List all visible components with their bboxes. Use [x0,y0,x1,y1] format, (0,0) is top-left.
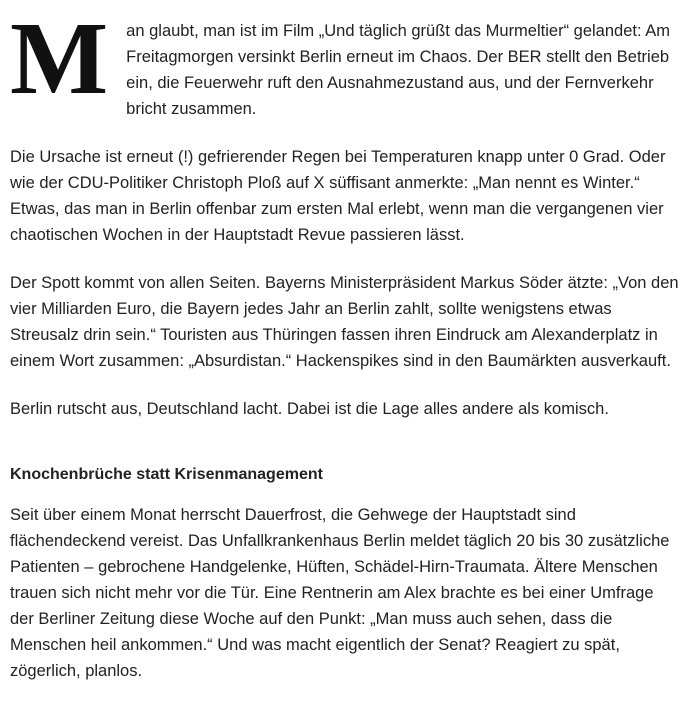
lead-paragraph-text: an glaubt, man ist im Film „Und täglich grüßt das Murmeltier“ gelandet: Am Freitagmorgen versinkt Berlin erneut im Chaos. Der BER stellt den Betrieb ein, die Feuerwehr ruft den Ausnahmezustand aus, und der Fernverkehr bricht zusammen. [126,22,670,118]
lead-paragraph [10,1,680,122]
article-body [10,1,680,684]
drop-cap-letter: M [10,1,107,116]
paragraph-injuries: Seit über einem Monat herrscht Dauerfrost, die Gehwege der Hauptstadt sind flächendeckend vereist. Das Unfallkrankenhaus Berlin meldet täglich 20 bis 30 zusätzliche Patienten – gebrochene Handgelenke, Hüften, Schädel-Hirn-Traumata. Ältere Menschen trauen sich nicht mehr vor die Tür. Eine Rentnerin am Alex brachte es bei einer Umfrage der Berliner Zeitung diese Woche auf den Punkt: „Man muss auch sehen, dass die Menschen heil ankommen.“ Und was macht eigentlich der Senat? Reagiert zu spät, zögerlich, planlos. [10,506,670,680]
paragraph-mockery: Der Spott kommt von allen Seiten. Bayerns Ministerpräsident Markus Söder ätzte: „Von den vier Milliarden Euro, die Bayern jedes Jahr an Berlin zahlt, sollte wenigstens etwas Streusalz drin sein.“ Touristen aus Thüringen fassen ihren Eindruck am Alexanderplatz in einem Wort zusammen: „Absurdistan.“ Hackenspikes sind in den Baumärkten ausverkauft. [10,274,679,370]
section-heading: Knochenbrüche statt Krisenmanagement [10,466,323,483]
paragraph-cause: Die Ursache ist erneut (!) gefrierender Regen bei Temperaturen knapp unter 0 Grad. Oder wie der CDU-Politiker Christoph Ploß auf X süffisant anmerkte: „Man nennt es Winter.“ Etwas, das man in Berlin offenbar zum ersten Mal erlebt, wenn man die vergangenen vier chaotischen Wochen in der Hauptstadt Revue passieren lässt. [10,148,666,244]
paragraph-situation: Berlin rutscht aus, Deutschland lacht. Dabei ist die Lage alles andere als komisch. [10,400,609,418]
